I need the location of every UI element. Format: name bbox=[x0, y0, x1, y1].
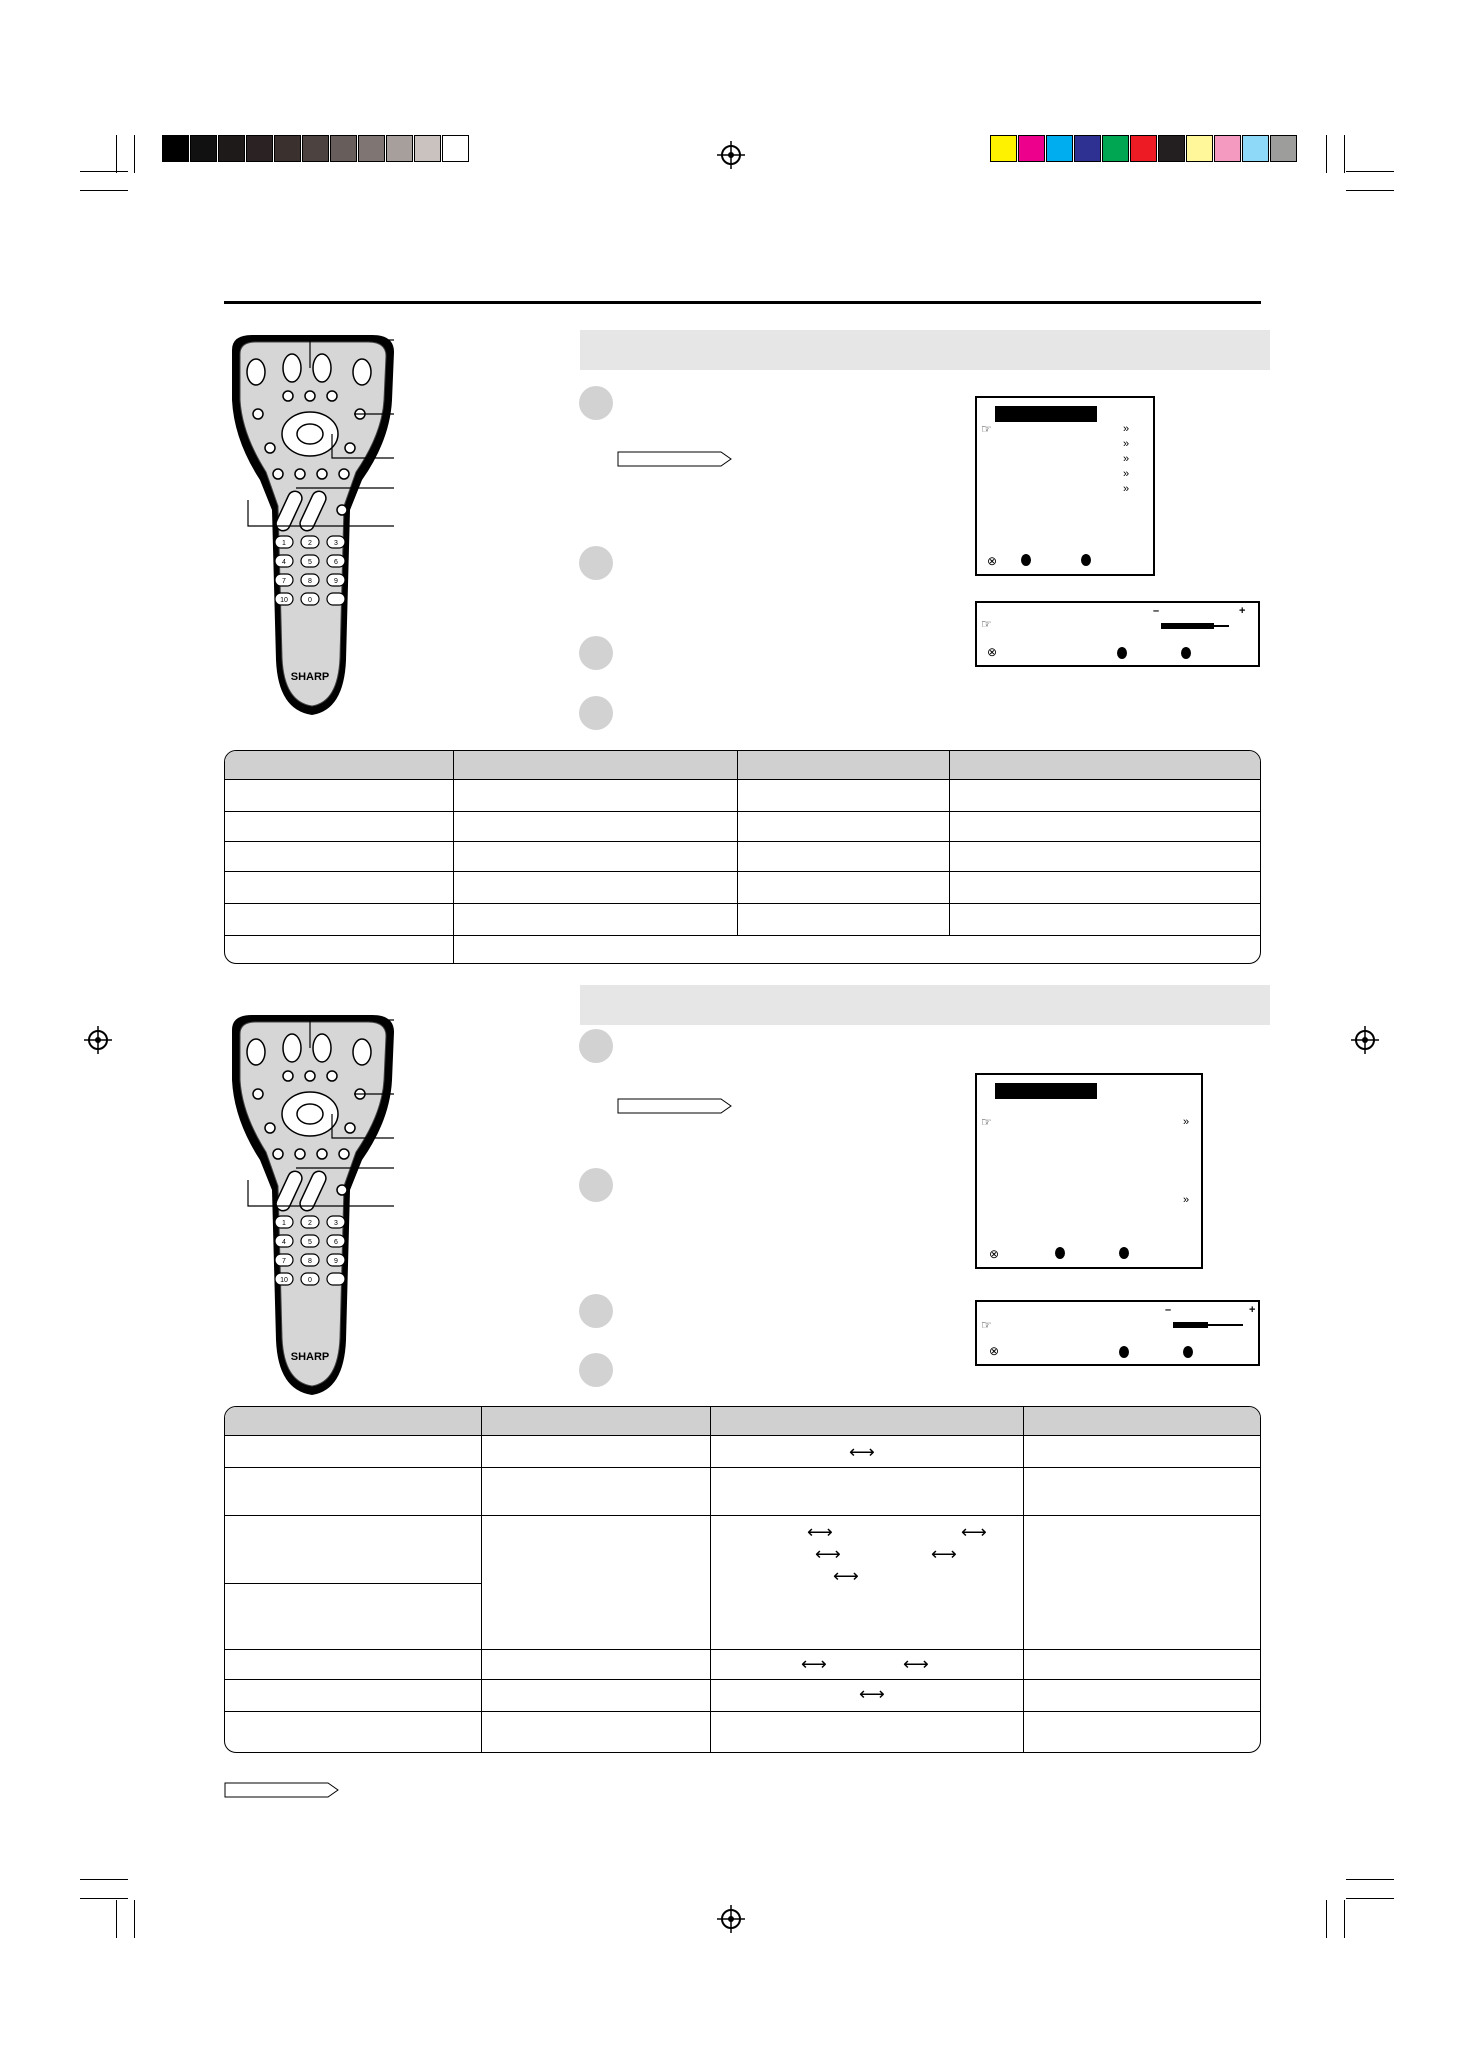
table-col-divider bbox=[949, 751, 950, 935]
settings-table-2 bbox=[224, 1406, 1261, 1753]
color-swatch bbox=[1018, 135, 1045, 162]
hand-pointer-icon: ☞ bbox=[981, 1115, 992, 1129]
keypad-button bbox=[327, 1273, 345, 1285]
keypad-button bbox=[327, 593, 345, 605]
range-arrow-icon: ⟷ bbox=[815, 1544, 841, 1564]
table-row bbox=[225, 841, 1260, 842]
range-arrow-icon: ⟷ bbox=[859, 1684, 885, 1704]
submenu-chevron: » bbox=[1123, 468, 1130, 480]
keypad-label: 2 bbox=[308, 540, 312, 547]
crop-mark-tl-h bbox=[80, 171, 128, 172]
color-swatch bbox=[1074, 135, 1101, 162]
crop-mark-br-v bbox=[1326, 1900, 1327, 1938]
osd-menu-screen-1 bbox=[975, 396, 1155, 576]
color-swatch bbox=[386, 135, 413, 162]
keypad-label: 5 bbox=[308, 559, 312, 566]
color-swatch bbox=[190, 135, 217, 162]
osd-menu-title-bar bbox=[995, 406, 1097, 422]
table-row bbox=[225, 1467, 1260, 1468]
color-swatch bbox=[442, 135, 469, 162]
crop-mark-tl-v2 bbox=[116, 135, 117, 173]
keypad-label: 2 bbox=[308, 1220, 312, 1227]
submenu-chevron: » bbox=[1123, 453, 1130, 465]
crop-mark-tl-v bbox=[134, 135, 135, 173]
table-row bbox=[225, 935, 1260, 936]
color-swatch bbox=[414, 135, 441, 162]
registration-mark-right bbox=[1351, 1026, 1379, 1054]
keypad-label: 9 bbox=[334, 1258, 338, 1265]
joystick-icon: ⊗ bbox=[989, 1344, 1000, 1358]
registration-mark-left bbox=[84, 1026, 112, 1054]
table-col-divider bbox=[737, 751, 738, 935]
color-swatch bbox=[302, 135, 329, 162]
keypad-label: 0 bbox=[308, 1277, 312, 1284]
table-col-divider bbox=[481, 1407, 482, 1753]
crop-mark-bl-v bbox=[116, 1900, 117, 1938]
color-swatch bbox=[162, 135, 189, 162]
range-arrow-icon: ⟷ bbox=[849, 1442, 875, 1462]
crop-mark-bl-h2 bbox=[80, 1898, 128, 1899]
remote-brand-logo: SHARP bbox=[290, 1351, 330, 1363]
color-swatch bbox=[274, 135, 301, 162]
color-swatch bbox=[1158, 135, 1185, 162]
color-swatch bbox=[1214, 135, 1241, 162]
keypad-label: 1 bbox=[282, 1220, 286, 1227]
table-header-row bbox=[225, 1407, 1260, 1436]
keypad-label: 0 bbox=[308, 597, 312, 604]
range-arrow-icon: ⟷ bbox=[961, 1522, 987, 1542]
keypad-label: 3 bbox=[334, 540, 338, 547]
keypad-label: 5 bbox=[308, 1239, 312, 1246]
keypad-label: 6 bbox=[334, 1239, 338, 1246]
table-col-divider bbox=[710, 1407, 711, 1753]
table-row bbox=[225, 1583, 481, 1584]
section-2-title-band bbox=[580, 985, 1270, 1025]
osd-button-dot bbox=[1055, 1247, 1065, 1259]
table-row bbox=[225, 1711, 1260, 1712]
keypad-label: 4 bbox=[282, 559, 286, 566]
step-marker-2 bbox=[579, 1168, 613, 1202]
keypad-label: 9 bbox=[334, 578, 338, 585]
keypad-label: 10 bbox=[280, 1277, 288, 1284]
table-row bbox=[225, 903, 1260, 904]
osd-button-dot bbox=[1021, 554, 1031, 566]
page-header-rule bbox=[224, 301, 1261, 304]
osd-button-dot bbox=[1181, 647, 1191, 659]
range-arrow-icon: ⟷ bbox=[807, 1522, 833, 1542]
joystick-icon: ⊗ bbox=[987, 645, 998, 659]
table-col-divider bbox=[453, 751, 454, 935]
range-arrow-icon: ⟷ bbox=[801, 1654, 827, 1674]
step-marker-4 bbox=[579, 1353, 613, 1387]
crop-mark-tr-v2 bbox=[1344, 135, 1345, 173]
color-swatch bbox=[1102, 135, 1129, 162]
table-col-divider bbox=[1023, 1407, 1024, 1753]
step-marker-4 bbox=[579, 696, 613, 730]
color-swatch bbox=[990, 135, 1017, 162]
keypad-label: 7 bbox=[282, 1258, 286, 1265]
osd-menu-screen-2 bbox=[975, 1073, 1203, 1269]
keypad-label: 6 bbox=[334, 559, 338, 566]
range-arrow-icon: ⟷ bbox=[903, 1654, 929, 1674]
color-swatch bbox=[1270, 135, 1297, 162]
joystick-icon: ⊗ bbox=[989, 1247, 1000, 1261]
note-tag-2 bbox=[617, 1098, 732, 1114]
crop-mark-tl-h2 bbox=[80, 190, 128, 191]
osd-button-dot bbox=[1081, 554, 1091, 566]
color-swatch bbox=[1186, 135, 1213, 162]
submenu-chevron: » bbox=[1123, 483, 1130, 495]
slider-fill bbox=[1161, 623, 1214, 629]
osd-button-dot bbox=[1119, 1346, 1129, 1358]
color-swatch bbox=[1242, 135, 1269, 162]
remote-callout-lines-2 bbox=[244, 1010, 404, 1210]
osd-menu-title-bar bbox=[995, 1083, 1097, 1099]
submenu-chevron: » bbox=[1183, 1116, 1190, 1128]
note-tag-3 bbox=[224, 1782, 339, 1798]
hand-pointer-icon: ☞ bbox=[981, 422, 992, 436]
step-marker-3 bbox=[579, 1294, 613, 1328]
osd-slider-screen-1 bbox=[975, 601, 1260, 667]
slider-plus: + bbox=[1249, 1304, 1256, 1316]
osd-button-dot bbox=[1119, 1247, 1129, 1259]
keypad-label: 8 bbox=[308, 578, 312, 585]
color-swatch bbox=[246, 135, 273, 162]
remote-brand-logo: SHARP bbox=[290, 671, 330, 683]
table-row bbox=[225, 871, 1260, 872]
crop-mark-tr-v bbox=[1326, 135, 1327, 173]
slider-plus: + bbox=[1239, 605, 1246, 617]
table-header-row bbox=[225, 751, 1260, 780]
table-row bbox=[225, 811, 1260, 812]
crop-mark-br-h2 bbox=[1346, 1898, 1394, 1899]
hand-pointer-icon: ☞ bbox=[981, 1318, 992, 1332]
keypad-label: 7 bbox=[282, 578, 286, 585]
color-swatch bbox=[1130, 135, 1157, 162]
table-col-divider bbox=[453, 935, 454, 964]
crop-mark-bl-v2 bbox=[134, 1900, 135, 1938]
slider-minus: – bbox=[1153, 605, 1160, 617]
slider-fill bbox=[1173, 1322, 1208, 1328]
color-swatch bbox=[218, 135, 245, 162]
range-arrow-icon: ⟷ bbox=[931, 1544, 957, 1564]
crop-mark-tr-h bbox=[1346, 171, 1394, 172]
step-marker-3 bbox=[579, 636, 613, 670]
registration-mark-top bbox=[717, 141, 745, 169]
table-row bbox=[225, 1649, 1260, 1650]
color-swatch bbox=[1046, 135, 1073, 162]
color-swatch bbox=[358, 135, 385, 162]
table-row bbox=[225, 1515, 1260, 1516]
osd-button-dot bbox=[1183, 1346, 1193, 1358]
keypad-label: 3 bbox=[334, 1220, 338, 1227]
osd-slider-screen-2 bbox=[975, 1300, 1260, 1366]
crop-mark-tr-h2 bbox=[1346, 190, 1394, 191]
joystick-icon: ⊗ bbox=[987, 554, 998, 568]
submenu-chevron: » bbox=[1123, 423, 1130, 435]
table-row bbox=[225, 1679, 1260, 1680]
osd-button-dot bbox=[1117, 647, 1127, 659]
color-swatch bbox=[330, 135, 357, 162]
note-tag-1 bbox=[617, 451, 732, 467]
settings-table-1 bbox=[224, 750, 1261, 964]
remote-callout-lines bbox=[244, 330, 404, 530]
keypad-label: 1 bbox=[282, 540, 286, 547]
keypad-label: 4 bbox=[282, 1239, 286, 1246]
section-1-title-band bbox=[580, 330, 1270, 370]
step-marker-1 bbox=[579, 386, 613, 420]
keypad-label: 10 bbox=[280, 597, 288, 604]
submenu-chevron: » bbox=[1183, 1194, 1190, 1206]
registration-mark-bottom bbox=[717, 1905, 745, 1933]
crop-mark-br-h bbox=[1346, 1879, 1394, 1880]
step-marker-1 bbox=[579, 1029, 613, 1063]
slider-minus: – bbox=[1165, 1304, 1172, 1316]
crop-mark-br-v2 bbox=[1344, 1900, 1345, 1938]
step-marker-2 bbox=[579, 546, 613, 580]
crop-mark-bl-h bbox=[80, 1879, 128, 1880]
range-arrow-icon: ⟷ bbox=[833, 1566, 859, 1586]
keypad-label: 8 bbox=[308, 1258, 312, 1265]
submenu-chevron: » bbox=[1123, 438, 1130, 450]
hand-pointer-icon: ☞ bbox=[981, 617, 992, 631]
